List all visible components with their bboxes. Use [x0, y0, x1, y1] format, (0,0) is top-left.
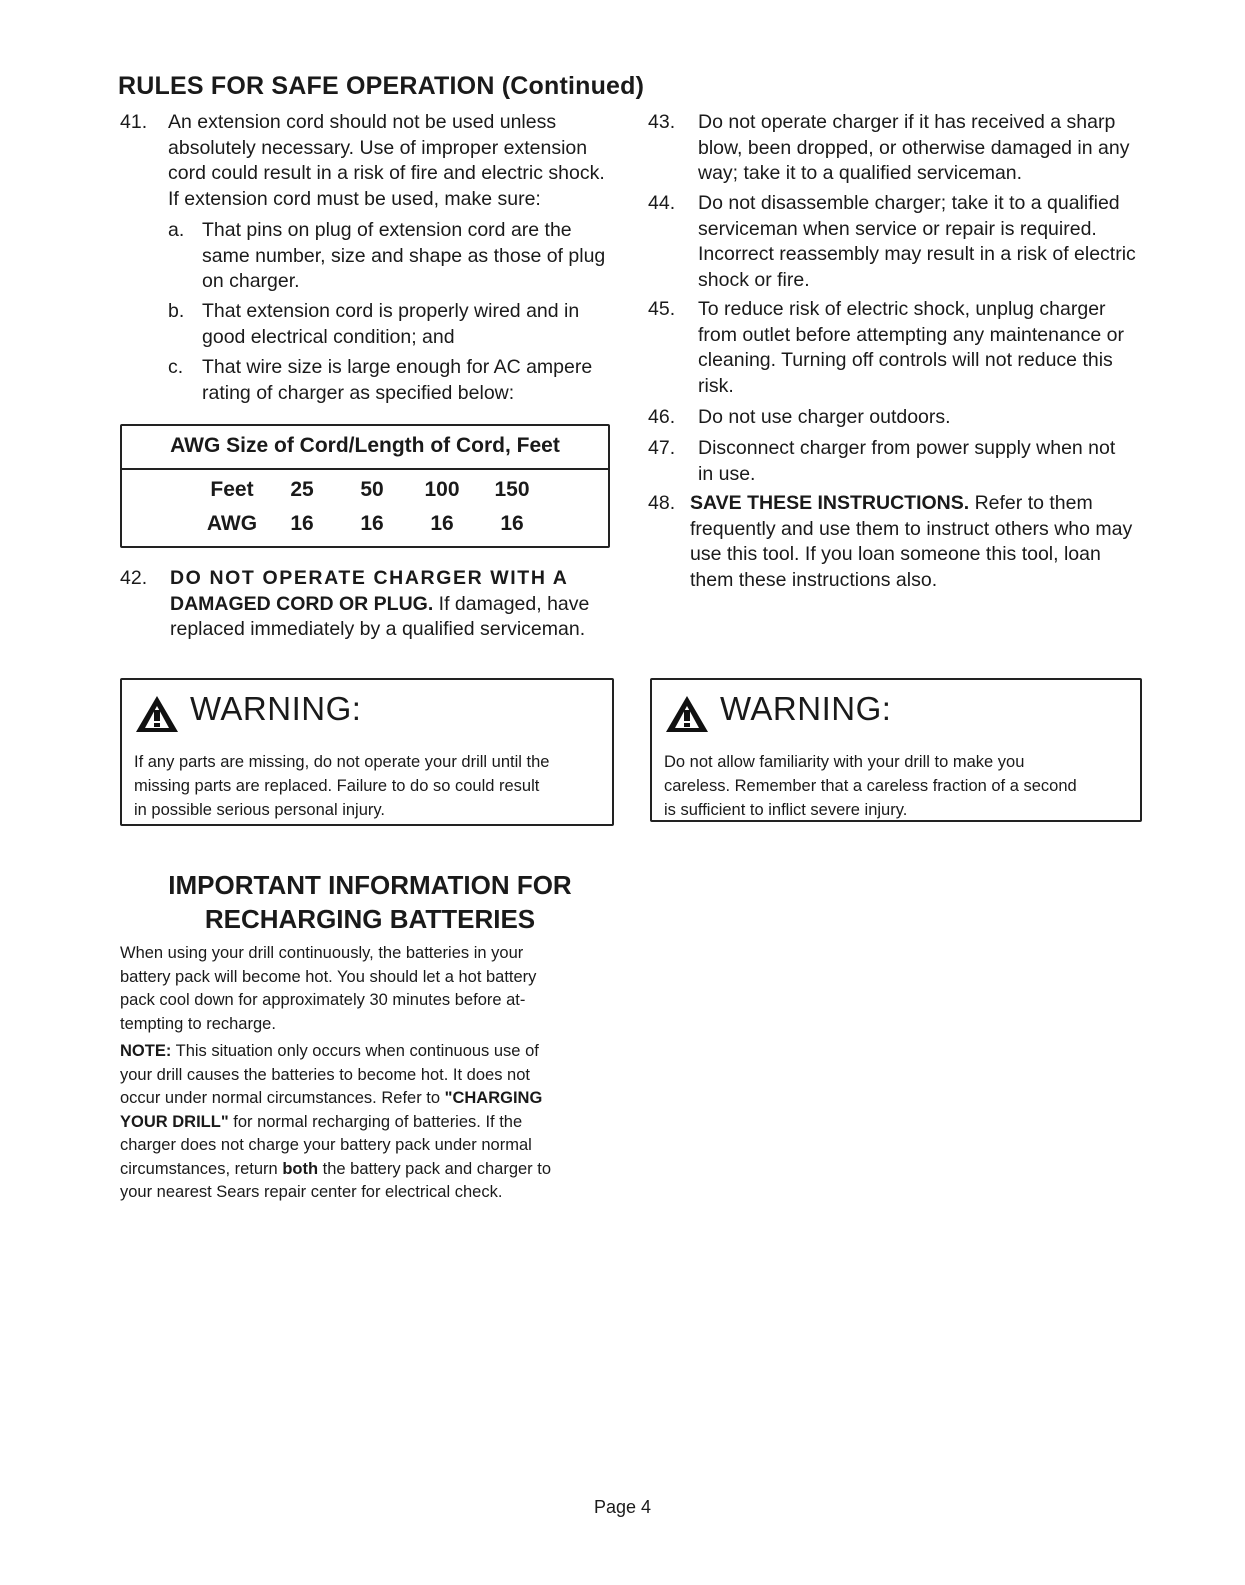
text-line: cleaning. Turning off controls will not reduce this — [698, 349, 1113, 371]
table-cell: 25 — [290, 478, 314, 501]
text-line: them these instructions also. — [690, 568, 938, 591]
text-line: Do not use charger outdoors. — [698, 406, 951, 428]
text-line: cord could result in a risk of fire and electric shock. — [168, 162, 605, 184]
text-span: Refer to them — [969, 492, 1093, 514]
table-cell: 150 — [494, 478, 530, 501]
text-span: If damaged, have — [433, 592, 590, 615]
page-number: Page 4 — [593, 1497, 652, 1517]
bold-lead: SAVE THESE INSTRUCTIONS. — [690, 492, 970, 514]
rule-text — [698, 191, 1140, 293]
text-line: use this tool. If you loan someone this tool, loan — [690, 543, 1101, 565]
text-line: tempting to recharge. — [120, 1014, 276, 1033]
text-line: in possible serious personal injury. — [134, 801, 385, 819]
rule-number: 44. — [648, 192, 676, 214]
note-paragraph — [120, 1040, 618, 1205]
text-line: same number, size and shape as those of plug — [202, 244, 606, 267]
warning-title: WARNING: — [190, 690, 362, 727]
warning-text — [134, 750, 602, 822]
warning-box-familiarity — [650, 678, 1142, 822]
table-cell: 16 — [360, 512, 384, 535]
text-line: your nearest Sears repair center for electrical check. — [120, 1183, 503, 1201]
text-line: Do not operate charger if it has received a sharp — [698, 111, 1116, 133]
text-line: on charger. — [202, 270, 300, 292]
rule-number: 42. — [120, 567, 148, 589]
bold-span: "CHARGING — [444, 1089, 543, 1107]
text-line: That wire size is large enough for AC ampere — [202, 356, 593, 378]
awg-table-title: AWG Size of Cord/Length of Cord, Feet — [122, 426, 608, 470]
row-label: Feet — [210, 478, 254, 501]
sub-letter: b. — [168, 300, 185, 322]
text-line: your drill causes the batteries to become hot. It does not — [120, 1065, 530, 1084]
important-info-title — [120, 868, 620, 936]
title-line: RECHARGING BATTERIES — [204, 904, 536, 934]
text-line: risk. — [698, 374, 734, 397]
note-label: NOTE: — [120, 1042, 172, 1060]
text-line: DO NOT OPERATE CHARGER WITH A — [170, 567, 569, 589]
text-line: When using your drill continuously, the batteries in your — [120, 944, 524, 962]
text-line: pack cool down for approximately 30 minutes before at- — [120, 991, 526, 1009]
text-line — [170, 592, 614, 618]
text-span: for normal recharging of batteries. If the — [228, 1112, 523, 1131]
table-cell: 16 — [290, 512, 314, 535]
table-cell: 16 — [430, 512, 454, 535]
text-line: charger does not charge your battery pack under normal — [120, 1136, 532, 1154]
rule-number: 47. — [648, 437, 676, 459]
text-line: Incorrect reassembly may result in a risk of electric — [698, 243, 1136, 265]
text-span: the battery pack and charger to — [318, 1159, 552, 1178]
sub-letter: c. — [168, 356, 184, 378]
rule-text — [698, 436, 1140, 487]
rule-text — [698, 110, 1140, 187]
rule-number: 45. — [648, 298, 676, 320]
awg-row-awg — [122, 512, 608, 542]
text-line: frequently and use them to instruct others who may — [690, 517, 1133, 540]
text-line: from outlet before attempting any maintenance or — [698, 323, 1124, 346]
text-span: circumstances, return — [120, 1159, 283, 1178]
text-line: replaced immediately by a qualified serviceman. — [170, 618, 586, 640]
text-line: That pins on plug of extension cord are the — [202, 219, 572, 241]
text-line — [120, 1087, 618, 1111]
table-cell: 50 — [360, 478, 384, 501]
text-line: is sufficient to inflict severe injury. — [664, 801, 908, 819]
text-line: rating of charger as specified below: — [202, 381, 515, 404]
text-span: occur under normal circumstances. Refer to — [120, 1089, 445, 1107]
text-line: To reduce risk of electric shock, unplug charger — [698, 298, 1106, 320]
rule-number: 46. — [648, 406, 676, 428]
text-line: good electrical condition; and — [202, 325, 455, 348]
rule-text — [698, 297, 1140, 399]
rule-number: 41. — [120, 111, 148, 133]
text-line: battery pack will become hot. You should let a hot battery — [120, 967, 537, 986]
text-line: in use. — [698, 462, 756, 485]
sub-text — [202, 355, 612, 406]
text-line: careless. Remember that a careless fraction of a second — [664, 777, 1077, 795]
table-cell: 100 — [424, 478, 460, 501]
text-line — [120, 1158, 618, 1182]
bold-lead: DAMAGED CORD OR PLUG. — [170, 592, 434, 615]
row-label: AWG — [206, 512, 258, 535]
text-line — [690, 491, 1142, 517]
text-line: shock or fire. — [698, 268, 810, 291]
text-line — [120, 1040, 618, 1064]
page-heading: RULES FOR SAFE OPERATION (Continued) — [118, 72, 645, 100]
warning-title: WARNING: — [720, 690, 892, 727]
awg-table — [120, 424, 610, 548]
sub-letter: a. — [168, 219, 185, 241]
text-line: That extension cord is properly wired and in — [202, 300, 580, 322]
rule-text — [168, 110, 612, 212]
rule-text — [170, 566, 614, 643]
rule-text — [690, 491, 1142, 593]
bold-span: YOUR DRILL" — [120, 1112, 229, 1131]
text-line: If any parts are missing, do not operate your drill until the — [134, 753, 550, 771]
text-line: Do not disassemble charger; take it to a qualified — [698, 192, 1120, 214]
text-line: way; take it to a qualified serviceman. — [698, 162, 1023, 184]
rule-text — [698, 405, 1140, 431]
text-line: If extension cord must be used, make sure: — [168, 187, 541, 210]
table-cell: 16 — [500, 512, 524, 535]
text-line: missing parts are replaced. Failure to do so could result — [134, 777, 540, 795]
warning-triangle-icon — [664, 694, 710, 734]
rule-number: 43. — [648, 111, 676, 133]
warning-triangle-icon — [134, 694, 180, 734]
text-line: An extension cord should not be used unless — [168, 111, 557, 133]
bold-span: both — [282, 1159, 319, 1178]
sub-text — [202, 218, 612, 295]
text-line: Disconnect charger from power supply when not — [698, 437, 1116, 459]
text-line: blow, been dropped, or otherwise damaged in any — [698, 136, 1130, 159]
title-line: IMPORTANT INFORMATION FOR — [168, 870, 572, 900]
awg-row-feet — [122, 478, 608, 508]
text-line: serviceman when service or repair is required. — [698, 217, 1097, 240]
text-line: Do not allow familiarity with your drill to make you — [664, 753, 1025, 771]
sub-text — [202, 299, 612, 350]
text-line — [120, 1111, 618, 1135]
text-span: This situation only occurs when continuous use of — [171, 1042, 539, 1060]
warning-box-missing-parts — [120, 678, 614, 826]
rule-number: 48. — [648, 492, 676, 514]
recharge-paragraph — [120, 942, 618, 1036]
warning-text — [664, 750, 1130, 822]
text-line: absolutely necessary. Use of improper extension — [168, 136, 588, 159]
